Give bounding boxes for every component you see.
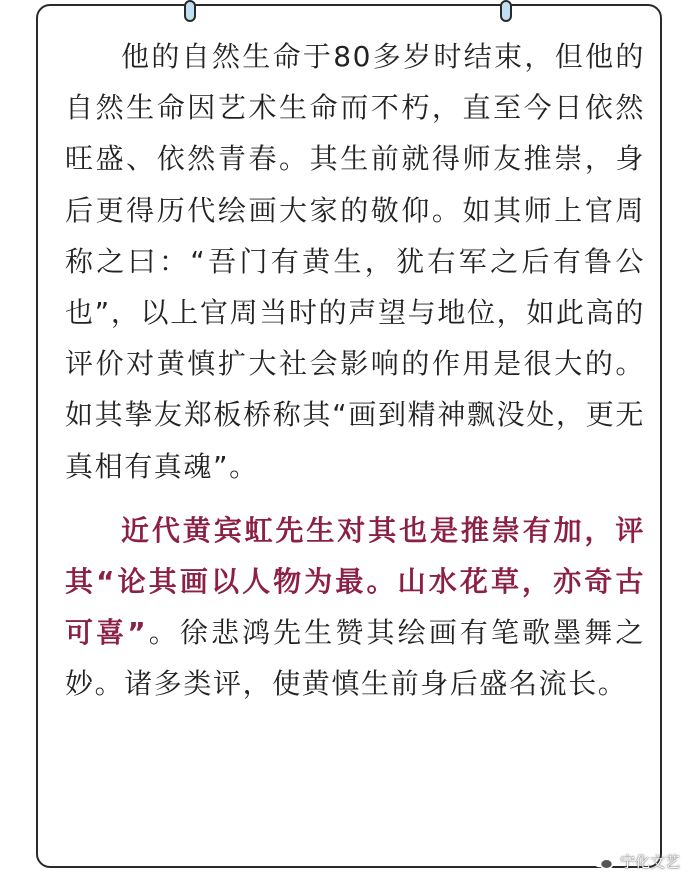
wechat-icon — [592, 853, 614, 871]
paragraph-2 — [65, 505, 645, 710]
watermark-text: 宁化文艺 — [619, 853, 680, 871]
watermark — [592, 851, 680, 872]
paragraph-1: 他的自然生命于80多岁时结束，但他的自然生命因艺术生命而不朽，直至今日依然旺盛、依然青春。其生前就得师友推崇，身后更得历代绘画大家的敬仰。如其师上官周称之曰：“吾门有黄生，犹右军之后有鲁公也”，以上官周当时的声望与地位，如此高的评价对黄慎扩大社会影响的作用是很大的。如其挚友郑板桥称其“画到精神飘没处，更无真相有真魂”。 — [65, 40, 645, 483]
article-body — [65, 31, 645, 710]
paragraph-2-rest: 。徐悲鸿先生赞其绘画有笔歌墨舞之妙。诸多类评，使黄慎生前身后盛名流长。 — [65, 616, 646, 701]
text-card — [36, 4, 662, 868]
highlighted-quote: 近代黄宾虹先生对其也是推崇有加，评其“论其画以人物为最。山水花草，亦奇古可喜” — [65, 513, 645, 650]
binder-ring-right — [500, 0, 512, 22]
binder-ring-left — [184, 0, 196, 22]
